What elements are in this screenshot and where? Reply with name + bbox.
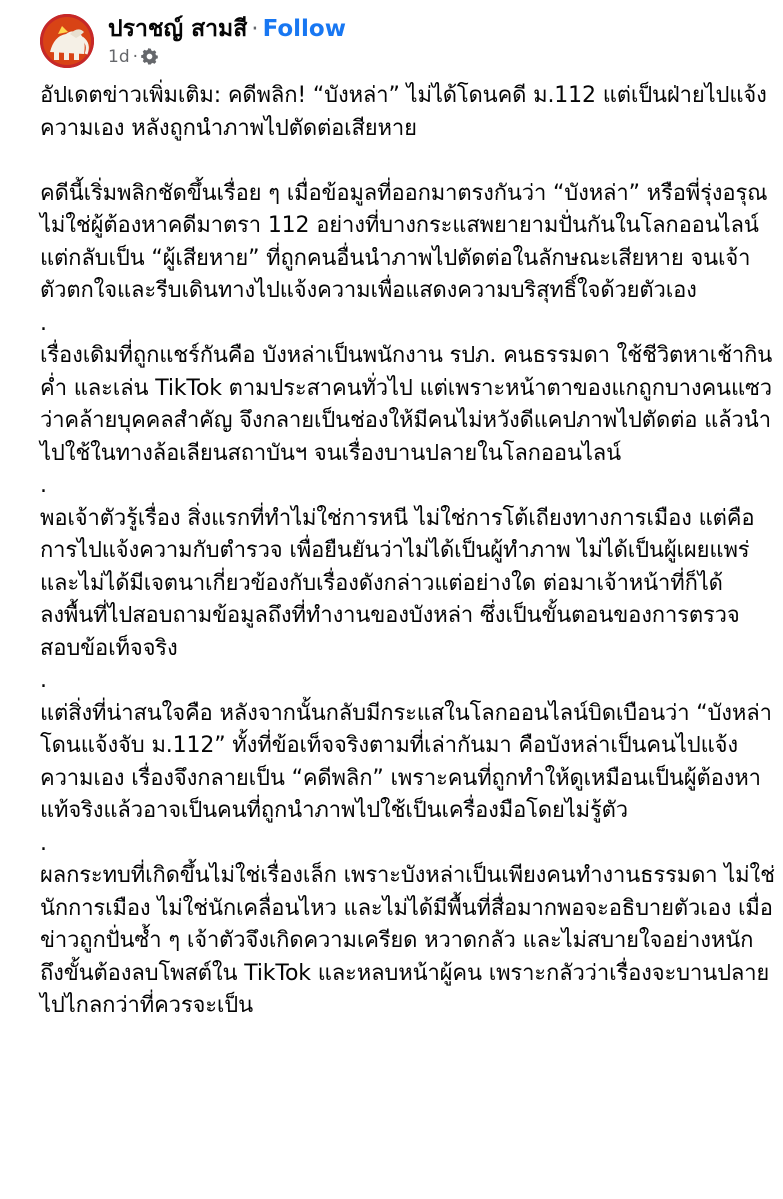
- author-name[interactable]: ปราชญ์ สามสี: [108, 16, 248, 42]
- meta-separator: ·: [132, 47, 139, 67]
- dot-separator-2: .: [40, 473, 47, 498]
- paragraph-2: เรื่องเดิมที่ถูกแชร์กันคือ บังหล่าเป็นพนักงาน รปภ. คนธรรมดา ใช้ชีวิตหาเช้ากินค่ำ และเล่น TikTok ตามประสาคนทั่วไป แต่เพราะหน้าตาของแกถูกบางคนแซวว่าคล้ายบุคคลสำคัญ จึงกลายเป็นช่องให้มีคนไม่หวังดีแคปภาพไปตัดต่อ แล้วนำไปใช้ในทางล้อเลียนสถาบันฯ จนเรื่องบานปลายในโลกออนไลน์: [40, 343, 773, 466]
- dot-separator-4: .: [40, 830, 47, 856]
- paragraph-1: คดีนี้เริ่มพลิกชัดขึ้นเรื่อย ๆ เมื่อข้อมูลที่ออกมาตรงกันว่า “บังหล่า” หรือพี่รุ่งอรุณ ไม่ใช่ผู้ต้องหาคดีมาตรา 112 อย่างที่บางกระแสพยายามปั่นกันในโลกออนไลน์ แต่กลับเป็น “ผู้เสียหาย” ที่ถูกคนอื่นนำภาพไปตัดต่อในลักษณะเสียหาย จนเจ้าตัวตกใจและรีบเดินทางไปแจ้งความเพื่อแสดงความบริสุทธิ์ใจด้วยตัวเอง: [40, 180, 768, 303]
- avatar[interactable]: [40, 14, 94, 68]
- paragraph-3: พอเจ้าตัวรู้เรื่อง สิ่งแรกที่ทำไม่ใช่การหนี ไม่ใช่การโต้เถียงทางการเมือง แต่คือการไปแจ้งความกับตำรวจ เพื่อยืนยันว่าไม่ได้เป็นผู้ทำภาพ ไม่ได้เป็นผู้เผยแพร่ และไม่ได้มีเจตนาเกี่ยวข้องกับเรื่องดังกล่าวแต่อย่างใด ต่อมาเจ้าหน้าที่ก็ได้ลงพื้นที่ไปสอบถามข้อมูลถึงที่ทำงานของบังหล่า ซึ่งเป็นขั้นตอนของการตรวจสอบข้อเท็จจริง: [40, 505, 755, 661]
- dot-separator-1: .: [40, 310, 47, 336]
- gear-icon[interactable]: [141, 48, 158, 71]
- author-line: [108, 14, 346, 44]
- post-time[interactable]: 1d: [108, 47, 130, 67]
- avatar-image: [40, 14, 94, 68]
- blank-line: [40, 145, 775, 178]
- follow-button[interactable]: Follow: [262, 16, 346, 42]
- name-separator: ·: [251, 16, 259, 42]
- paragraph-4: แต่สิ่งที่น่าสนใจคือ หลังจากนั้นกลับมีกระแสในโลกออนไลน์บิดเบือนว่า “บังหล่าโดนแจ้งจับ ม.112” ทั้งที่ข้อเท็จจริงตามที่เล่ากันมา คือบังหล่าเป็นคนไปแจ้งความเอง เรื่องจึงกลายเป็น “คดีพลิก” เพราะคนที่ถูกทำให้ดูเหมือนเป็นผู้ต้องหา แท้จริงแล้วอาจเป็นคนที่ถูกนำภาพไปใช้เป็นเครื่องมือโดยไม่รู้ตัว: [40, 700, 772, 823]
- post-meta: [108, 46, 158, 71]
- post-headline: อัปเดตข่าวเพิ่มเติม: คดีพลิก! “บังหล่า” ไม่ได้โดนคดี ม.112 แต่เป็นฝ่ายไปแจ้งความเอง หลังถูกนำภาพไปตัดต่อเสียหาย: [40, 83, 767, 141]
- dot-separator-3: .: [40, 668, 47, 693]
- post-body: [40, 80, 775, 1023]
- paragraph-5: ผลกระทบที่เกิดขึ้นไม่ใช่เรื่องเล็ก เพราะบังหล่าเป็นเพียงคนทำงานธรรมดา ไม่ใช่นักการเมือง ไม่ใช่นักเคลื่อนไหว และไม่ได้มีพื้นที่สื่อมากพอจะอธิบายตัวเอง เมื่อข่าวถูกปั่นซ้ำ ๆ เจ้าตัวจึงเกิดความเครียด หวาดกลัว และไม่สบายใจอย่างหนัก ถึงขั้นต้องลบโพสต์ใน TikTok และหลบหน้าผู้คน เพราะกลัวว่าเรื่องจะบานปลายไปไกลกว่าที่ควรจะเป็น: [40, 863, 775, 1018]
